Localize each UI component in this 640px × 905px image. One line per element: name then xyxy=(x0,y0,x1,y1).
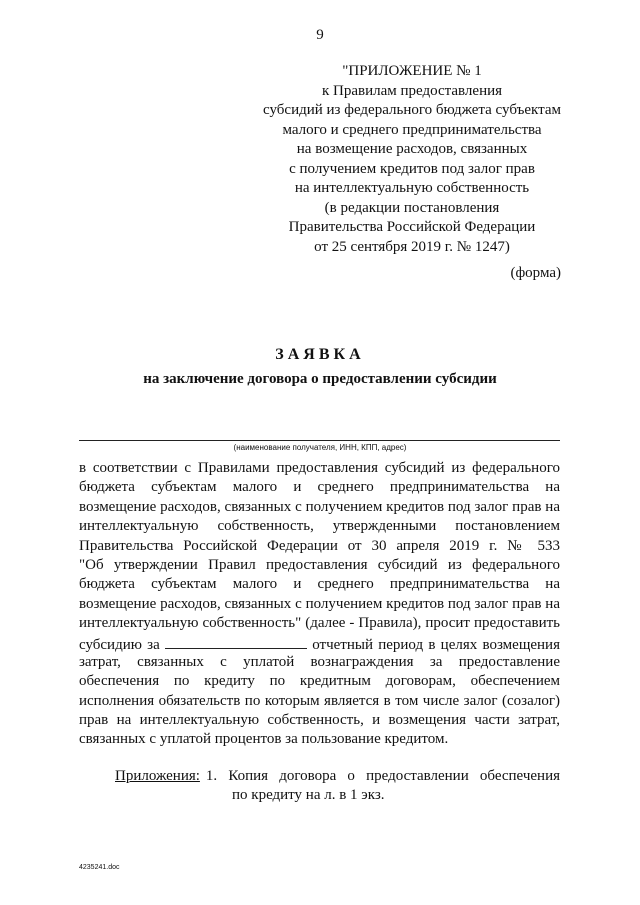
body-line: прав на интеллектуальную собственность, и возмещения части затрат, xyxy=(79,712,560,729)
body-line: возмещение расходов, связанных с получением кредитов под залог прав на xyxy=(79,498,560,515)
body-line: в соответствии с Правилами предоставления субсидий из федерального xyxy=(79,460,560,476)
form-label: (форма) xyxy=(510,265,561,281)
attachments-section xyxy=(115,767,560,806)
appendix-header xyxy=(262,62,562,257)
appendix-line: от 25 сентября 2019 г. № 1247) xyxy=(314,238,510,255)
body-line: бюджета субъектам малого и среднего предпринимательства на xyxy=(79,479,560,496)
recipient-fill-line xyxy=(79,440,560,441)
document-subtitle: на заключение договора о предоставлении субсидии xyxy=(143,371,497,387)
appendix-line: малого и среднего предпринимательства xyxy=(282,121,542,138)
attachment-row xyxy=(115,767,560,786)
page-number: 9 xyxy=(316,27,324,43)
body-line: возмещение расходов, связанных с получением кредитов под залог прав на xyxy=(79,595,560,612)
body-line: "Об утверждении Правил предоставления субсидий из федерального xyxy=(79,556,560,573)
body-line: интеллектуальную собственность, утвержденными постановлением xyxy=(79,518,560,535)
subsidy-period-line xyxy=(79,634,560,653)
appendix-line: субсидий из федерального бюджета субъектам xyxy=(263,102,561,118)
appendix-line: к Правилам предоставления xyxy=(321,82,503,99)
appendix-line: на интеллектуальную собственность xyxy=(294,180,530,196)
application-body xyxy=(79,459,560,750)
appendix-line: "ПРИЛОЖЕНИЕ № 1 xyxy=(342,63,482,79)
body-line: Правительства Российской Федерации от 30 апреля 2019 г. № 533 xyxy=(79,537,560,554)
document-title: ЗАЯВКА xyxy=(275,346,365,363)
attachment-item-continuation: по кредиту на л. в 1 экз. xyxy=(232,787,385,804)
body-line: исполнения обязательств по которым является в том числе залог (созалог) xyxy=(79,692,560,709)
footer-file-code: 4235241.doc xyxy=(79,864,120,871)
recipient-caption: (наименование получателя, ИНН, КПП, адрес) xyxy=(233,443,407,452)
body-line: обеспечения по кредиту по кредитным договорам, обеспечением xyxy=(79,673,560,690)
subsidy-prefix: субсидию за xyxy=(79,636,160,653)
attachment-item: 1. Копия договора о предоставлении обеспечения xyxy=(205,768,560,784)
body-line: затрат, связанных с уплатой вознаграждения за предоставление xyxy=(79,653,560,670)
appendix-line: с получением кредитов под залог прав xyxy=(289,160,535,177)
attachments-label: Приложения: xyxy=(115,768,200,784)
subsidy-period-blank xyxy=(165,634,307,649)
appendix-line: Правительства Российской Федерации xyxy=(288,219,536,235)
subsidy-suffix: отчетный период в целях возмещения xyxy=(312,636,560,653)
body-line: интеллектуальную собственность" (далее - Правила), просит предоставить xyxy=(79,615,560,632)
appendix-line: на возмещение расходов, связанных xyxy=(296,141,528,157)
body-line: связанных с уплатой процентов за пользование кредитом. xyxy=(79,731,449,748)
body-line: бюджета субъектам малого и среднего предпринимательства на xyxy=(79,576,560,593)
appendix-line: (в редакции постановления xyxy=(324,199,500,216)
